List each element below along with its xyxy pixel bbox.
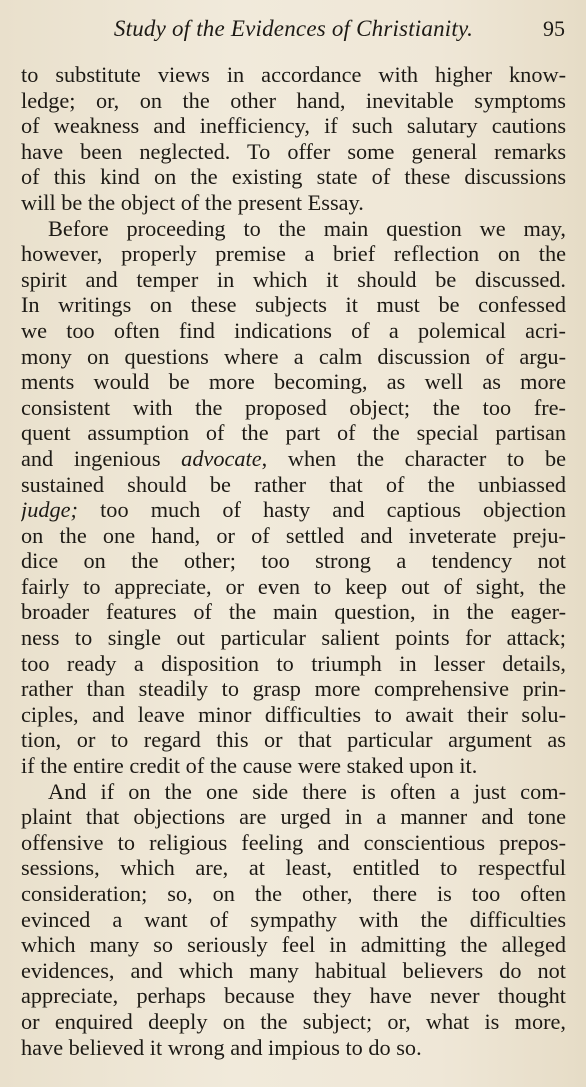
text-line: In writings on these subjects it must be confessed (21, 292, 566, 318)
paragraph-3 (21, 779, 566, 1061)
text-line: Before proceeding to the main question we may, (48, 215, 566, 241)
text-line: mony on questions where a calm discussion of argu- (21, 343, 566, 369)
text-line: appreciate, perhaps because they have never thought (21, 983, 566, 1009)
text-line: consistent with the proposed object; the too fre- (21, 394, 566, 420)
text-fragment: , when the character to be (261, 445, 566, 471)
text-line: ness to single out particular salient points for attack; (21, 625, 566, 651)
text-fragment: too much of hasty and captious objection (77, 497, 566, 523)
text-line: consideration; so, on the other, there is too often (21, 881, 566, 906)
text-line: will be the object of the present Essay. (21, 189, 364, 215)
text-line: rather than steadily to grasp more comprehensive prin- (21, 676, 566, 702)
text-line: sessions, which are, at least, entitled to respectful (21, 855, 566, 881)
italic-word: advocate (181, 445, 262, 471)
text-line (21, 446, 566, 472)
text-line: however, properly premise a brief reflection on the (21, 241, 566, 267)
text-line: And if on the one side there is often a just com- (48, 778, 566, 804)
text-line: we too often find indications of a polemical acri- (21, 317, 566, 343)
text-line (21, 497, 566, 523)
text-line: sustained should be rather that of the unbiassed (21, 471, 566, 497)
text-line: ments would be more becoming, as well as more (21, 369, 566, 395)
page-number: 95 (543, 16, 565, 41)
text-line: spirit and temper in which it should be discussed. (21, 266, 566, 292)
text-line: evinced a want of sympathy with the difficulties (21, 906, 566, 932)
text-line: quent assumption of the part of the special partisan (21, 420, 566, 446)
running-title: Study of the Evidences of Christianity. (113, 16, 474, 41)
text-line: to substitute views in accordance with higher know- (21, 62, 566, 87)
text-line: dice on the other; too strong a tendency not (21, 548, 566, 574)
text-line: which many so seriously feel in admitting the alleged (21, 932, 566, 958)
text-line: broader features of the main question, in the eager- (21, 599, 566, 625)
italic-word: judge; (21, 497, 78, 523)
text-line: of weakness and inefficiency, if such salutary cautions (21, 113, 566, 139)
text-line: ciples, and leave minor difficulties to await their solu- (21, 701, 566, 727)
text-line: have been neglected. To offer some general remarks (21, 138, 566, 164)
text-line: too ready a disposition to triumph in lesser details, (21, 650, 566, 676)
text-line: or enquired deeply on the subject; or, what is more, (21, 1008, 566, 1034)
text-fragment: and ingenious (21, 445, 182, 471)
body-text (21, 62, 566, 1060)
text-line: plaint that objections are urged in a manner and tone (21, 804, 566, 830)
running-head (21, 12, 566, 46)
paragraph-2 (21, 216, 566, 779)
text-line: tion, or to regard this or that particular argument as (21, 727, 566, 753)
text-line: ledge; or, on the other hand, inevitable symptoms (21, 87, 566, 113)
text-line: offensive to religious feeling and conscientious prepos- (21, 829, 566, 855)
text-line: if the entire credit of the cause were staked upon it. (21, 753, 478, 779)
text-line: have believed it wrong and impious to do so. (21, 1034, 422, 1060)
text-line: evidences, and which many habitual believers do not (21, 957, 566, 983)
text-line: on the one hand, or of settled and inveterate preju- (21, 522, 566, 548)
text-line: fairly to appreciate, or even to keep out of sight, the (21, 573, 566, 599)
text-line: of this kind on the existing state of these discussions (21, 164, 566, 190)
paragraph-1 (21, 62, 566, 216)
